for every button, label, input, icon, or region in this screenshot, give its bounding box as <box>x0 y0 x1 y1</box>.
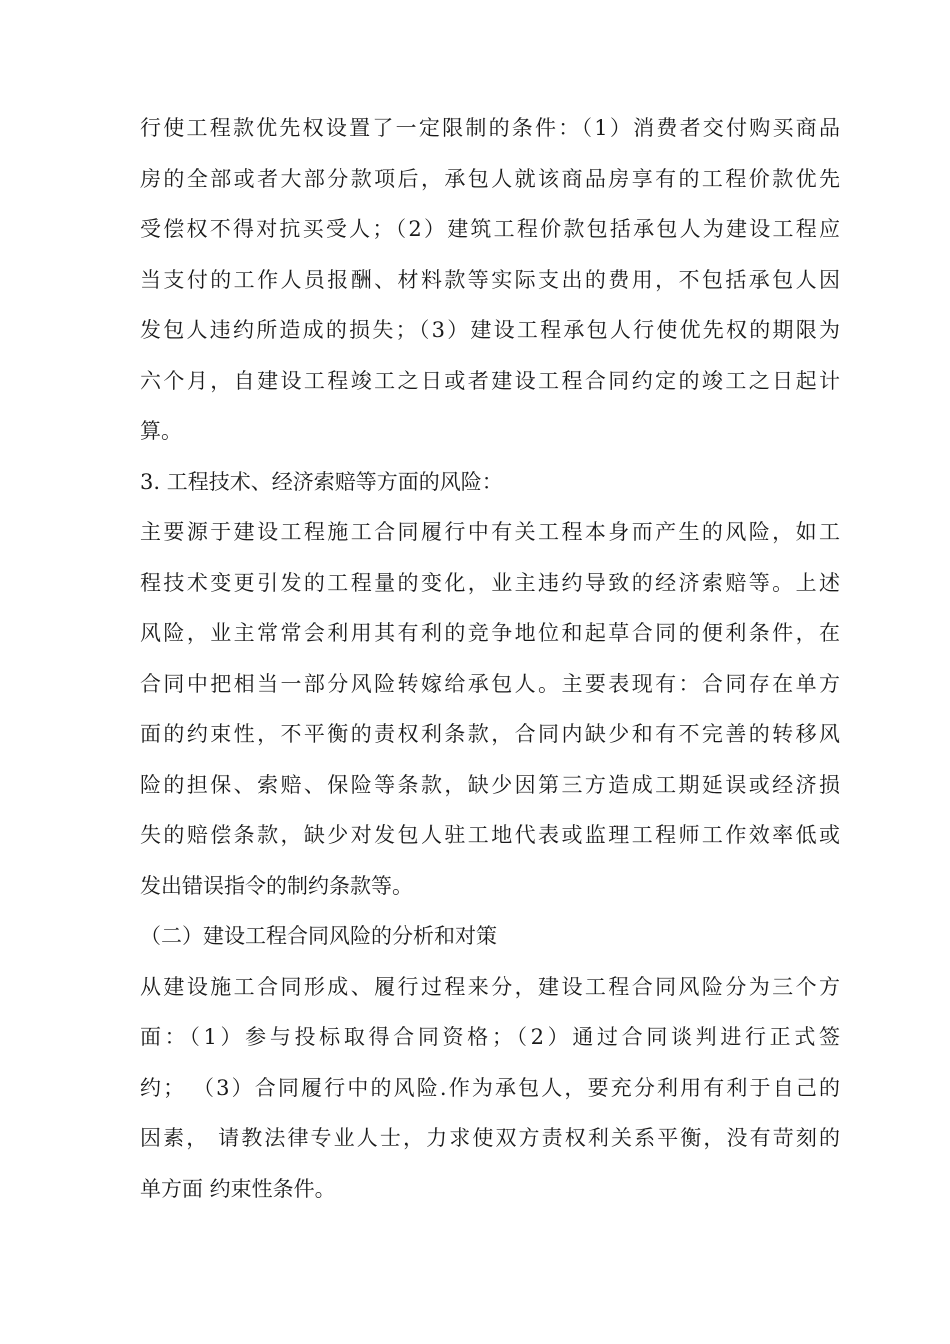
text-line: 房的全部或者大部分款项后，承包人就该商品房享有的工程价款优先 <box>140 166 840 191</box>
text-line: 合同中把相当一部分风险转嫁给承包人。主要表现有：合同存在单方 <box>140 671 840 696</box>
text-line: 行使工程款优先权设置了一定限制的条件：（1）消费者交付购买商品 <box>140 116 840 140</box>
text-line: 算。 <box>140 419 182 443</box>
text-line: 失的赔偿条款，缺少对发包人驻工地代表或监理工程师工作效率低或 <box>140 823 840 847</box>
text-line: 程技术变更引发的工程量的变化，业主违约导致的经济索赔等。上述 <box>140 570 840 595</box>
text-line: 约； （3）合同履行中的风险.作为承包人，要充分利用有利于自己的 <box>140 1075 840 1100</box>
text-line: 受偿权不得对抗买受人；（2）建筑工程价款包括承包人为建设工程应 <box>140 217 840 241</box>
document-body <box>140 103 840 1214</box>
text-line: 发出错误指令的制约条款等。 <box>140 873 413 898</box>
text-line: 六个月，自建设工程竣工之日或者建设工程合同约定的竣工之日起计 <box>140 368 840 393</box>
text-line: 风险，业主常常会利用其有利的竞争地位和起草合同的便利条件，在 <box>140 621 840 645</box>
text-line: 发包人违约所造成的损失；（3）建设工程承包人行使优先权的期限为 <box>140 318 840 342</box>
section-heading: （二）建设工程合同风险的分析和对策 <box>140 924 497 948</box>
text-line: 因素， 请教法律专业人士，力求使双方责权利关系平衡，没有苛刻的 <box>140 1126 840 1150</box>
text-line: 主要源于建设工程施工合同履行中有关工程本身而产生的风险，如工 <box>140 520 840 544</box>
text-line: 面的约束性，不平衡的责权利条款，合同内缺少和有不完善的转移风 <box>140 722 840 746</box>
text-line: 面：（1）参与投标取得合同资格；（2）通过合同谈判进行正式签 <box>140 1025 840 1049</box>
text-line: 险的担保、索赔、保险等条款，缺少因第三方造成工期延误或经济损 <box>140 772 840 797</box>
section-heading: 3. 工程技术、经济索赔等方面的风险： <box>140 469 503 494</box>
text-line: 当支付的工作人员报酬、材料款等实际支出的费用，不包括承包人因 <box>140 267 840 292</box>
text-line: 从建设施工合同形成、履行过程来分，建设工程合同风险分为三个方 <box>140 974 840 999</box>
text-line: 单方面 约束性条件。 <box>140 1176 336 1201</box>
